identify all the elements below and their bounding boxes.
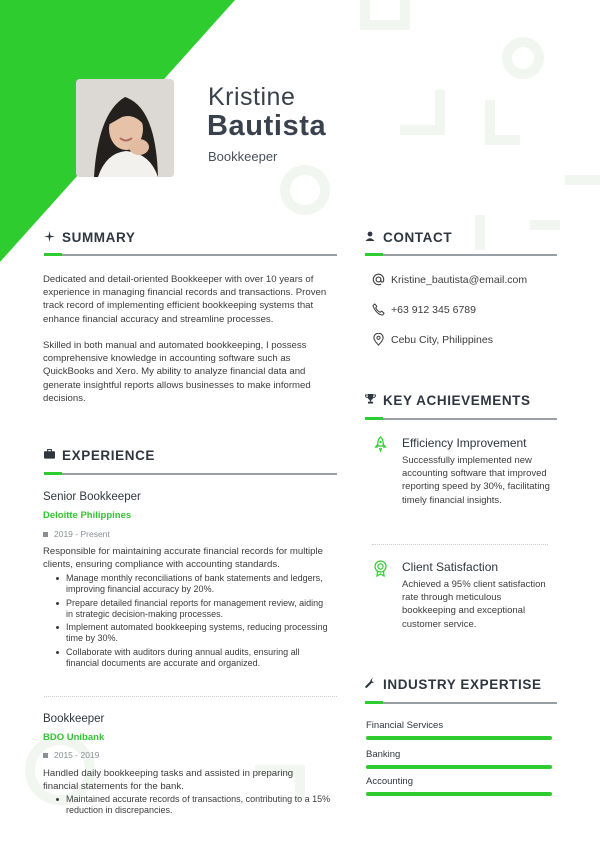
rocket-icon xyxy=(373,436,388,452)
achievements-divider xyxy=(365,418,557,420)
job-description: Responsible for maintaining accurate financial records for multiple clients, ensuring compliance with accounting standards. xyxy=(43,546,323,571)
experience-heading: EXPERIENCE xyxy=(44,448,155,463)
user-icon xyxy=(365,231,379,244)
phone-icon xyxy=(372,303,385,316)
contact-divider xyxy=(365,254,557,256)
skill-bar xyxy=(366,765,552,769)
trophy-icon xyxy=(365,394,379,407)
job-role: Senior Bookkeeper xyxy=(43,491,141,503)
job-bullets xyxy=(52,794,342,819)
first-name: Kristine xyxy=(208,83,296,111)
job-bullets xyxy=(52,573,332,671)
job-company: BDO Unibank xyxy=(43,732,105,743)
contact-heading: CONTACT xyxy=(365,230,452,245)
summary-paragraph-2: Skilled in both manual and automated bookkeeping, I possess comprehensive knowledge in accounting software such as QuickBooks and Xero. My ability to analyze financial data and generate insightful reports allows businesses to make informed decisions. xyxy=(43,340,311,404)
achievements-heading: KEY ACHIEVEMENTS xyxy=(365,393,531,408)
skill-label: Financial Services xyxy=(366,720,444,731)
achievement-description: Successfully implemented new accounting software that improved reporting speed by 30%, facilitating timely financial insights. xyxy=(402,455,550,506)
list-item: Implement automated bookkeeping systems, reducing processing time by 30%. xyxy=(52,622,332,645)
list-item: Prepare detailed financial reports for management review, aiding in strategic decision-making processes. xyxy=(52,598,332,621)
expertise-divider xyxy=(365,702,557,704)
skill-bar xyxy=(366,736,552,740)
job-dates: 2019 - Present xyxy=(43,529,110,539)
location-pin-icon xyxy=(372,333,385,346)
summary-heading: SUMMARY xyxy=(44,230,135,245)
achievement-description: Achieved a 95% client satisfaction rate through meticulous bookkeeping and exceptional customer service. xyxy=(402,579,546,630)
job-dates: 2015 - 2019 xyxy=(43,750,99,760)
achievement-separator xyxy=(372,544,548,545)
sparkle-icon xyxy=(44,231,58,245)
job-title: Bookkeeper xyxy=(208,149,278,164)
contact-location: Cebu City, Philippines xyxy=(372,333,493,346)
skill-bar xyxy=(366,792,552,796)
briefcase-icon xyxy=(44,449,58,462)
summary-divider xyxy=(44,254,337,256)
profile-photo xyxy=(76,79,174,177)
contact-phone[interactable]: +63 912 345 6789 xyxy=(372,303,476,316)
wrench-icon xyxy=(365,678,379,692)
expertise-heading: INDUSTRY EXPERTISE xyxy=(365,677,542,692)
job-company: Deloitte Philippines xyxy=(43,510,132,521)
last-name: Bautista xyxy=(207,110,327,142)
summary-paragraph-1: Dedicated and detail-oriented Bookkeeper with over 10 years of experience in managing financial records and transactions. Proven track record of implementing efficient bookkeeping systems that enhance financial accuracy and streamline processes. xyxy=(43,274,327,325)
medal-icon xyxy=(373,560,388,577)
job-role: Bookkeeper xyxy=(43,713,105,725)
list-item: Collaborate with auditors during annual audits, ensuring all financial documents are accurate and organized. xyxy=(52,647,332,670)
contact-email[interactable]: Kristine_bautista@email.com xyxy=(372,273,527,286)
achievement-title: Efficiency Improvement xyxy=(402,436,527,450)
achievement-title: Client Satisfaction xyxy=(402,560,499,574)
skill-label: Accounting xyxy=(366,776,414,787)
list-item: Maintained accurate records of transactions, contributing to a 15% reduction in discrepancies. xyxy=(52,794,342,817)
list-item: Manage monthly reconciliations of bank statements and ledgers, improving financial accuracy by 20%. xyxy=(52,573,332,596)
job-separator xyxy=(44,696,337,697)
skill-label: Banking xyxy=(366,749,401,760)
job-description: Handled daily bookkeeping tasks and assisted in preparing financial statements for the bank. xyxy=(43,768,294,793)
at-icon xyxy=(372,273,385,286)
experience-divider xyxy=(44,473,337,475)
